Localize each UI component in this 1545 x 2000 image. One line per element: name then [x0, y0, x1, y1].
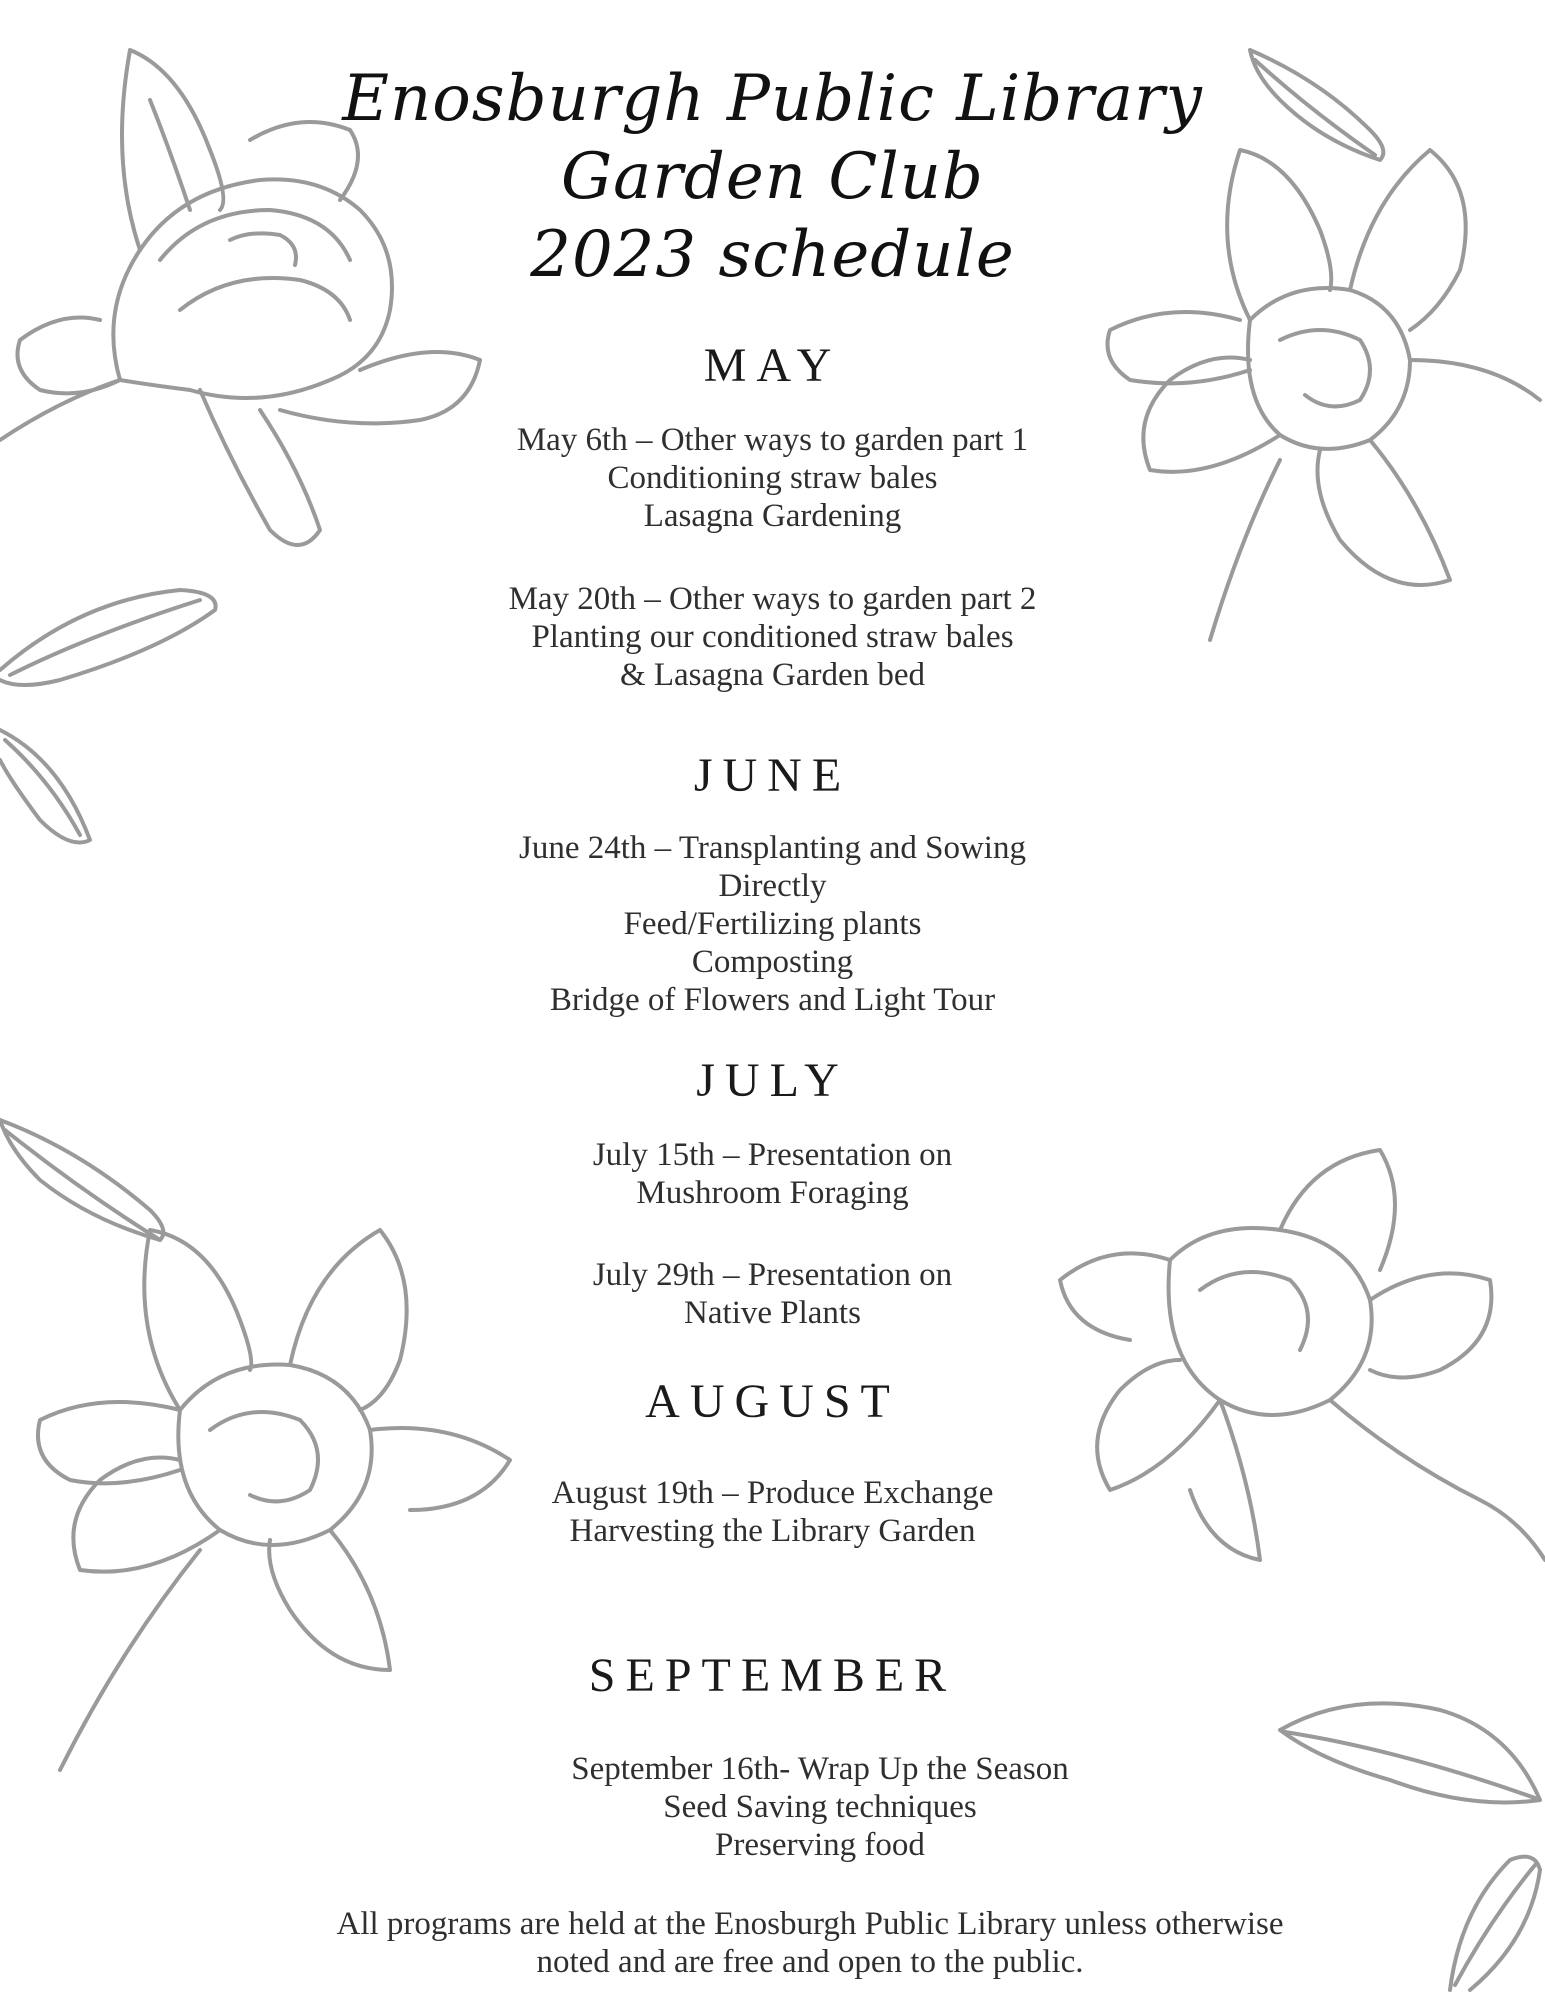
event-line: Preserving food	[715, 1827, 925, 1863]
event-line: Composting	[691, 944, 854, 980]
event-july-15	[0, 1136, 1545, 1212]
event-line: Lasagna Gardening	[643, 498, 902, 534]
event-line: July 15th – Presentation on	[592, 1137, 953, 1173]
event-line: Directly	[718, 868, 827, 904]
event-may-20	[0, 580, 1545, 694]
month-heading-august: AUGUST	[645, 1375, 900, 1428]
event-june-24	[0, 829, 1545, 1019]
event-sep-16	[0, 1750, 1545, 1864]
event-aug-19	[0, 1474, 1545, 1550]
event-line: Bridge of Flowers and Light Tour	[549, 982, 996, 1018]
event-line: Harvesting the Library Garden	[569, 1513, 976, 1549]
event-line: Feed/Fertilizing plants	[623, 906, 922, 942]
footer-line: noted and are free and open to the public.	[536, 1944, 1084, 1980]
page-title	[0, 60, 1545, 294]
footer-note	[0, 1905, 1545, 1981]
month-heading-may: MAY	[703, 339, 842, 392]
title-line-club: Garden Club	[561, 140, 984, 214]
title-line-year: 2023 schedule	[530, 218, 1015, 292]
event-line: September 16th- Wrap Up the Season	[571, 1751, 1069, 1787]
month-heading-september: SEPTEMBER	[588, 1649, 957, 1702]
event-july-29	[0, 1256, 1545, 1332]
event-line: Planting our conditioned straw bales	[531, 619, 1014, 655]
event-line: Mushroom Foraging	[636, 1175, 909, 1211]
event-line: May 6th – Other ways to garden part 1	[516, 422, 1029, 458]
event-line: Conditioning straw bales	[607, 460, 938, 496]
event-line: August 19th – Produce Exchange	[551, 1475, 994, 1511]
event-line: Native Plants	[684, 1295, 861, 1331]
event-line: June 24th – Transplanting and Sowing	[519, 830, 1026, 866]
footer-line: All programs are held at the Enosburgh Public Library unless otherwise	[336, 1906, 1284, 1942]
month-heading-june: JUNE	[693, 749, 852, 802]
event-may-6	[0, 421, 1545, 535]
event-line: July 29th – Presentation on	[592, 1257, 953, 1293]
event-line: Seed Saving techniques	[663, 1789, 977, 1825]
title-line-library: Enosburgh Public Library	[342, 62, 1203, 136]
event-line: & Lasagna Garden bed	[619, 657, 926, 693]
event-line: May 20th – Other ways to garden part 2	[508, 581, 1037, 617]
month-heading-july: JULY	[696, 1054, 849, 1107]
